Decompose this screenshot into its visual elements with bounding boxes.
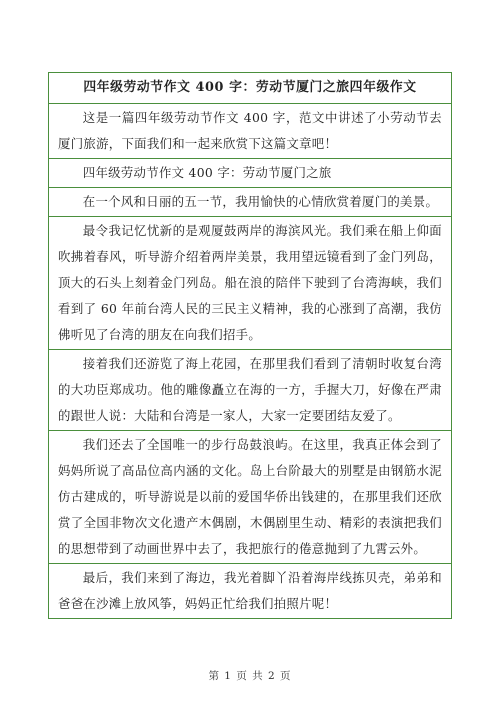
article-title: 四年级劳动节作文 400 字：劳动节厦门之旅四年级作文: [49, 73, 451, 104]
intro-paragraph: 这是一篇四年级劳动节作文 400 字，范文中讲述了小劳动节去厦门旅游，下面我们和一起来欣赏下这篇文章吧！: [49, 104, 451, 159]
subtitle-paragraph: 四年级劳动节作文 400 字：劳动节厦门之旅: [49, 159, 451, 188]
page-number: 第 1 页 共 2 页: [208, 670, 292, 682]
body-paragraph-1: 在一个风和日丽的五一节，我用愉快的心情欣赏着厦门的美景。: [49, 188, 451, 217]
body-paragraph-4: 我们还去了全国唯一的步行岛鼓浪屿。在这里，我真正体会到了妈妈所说了高品位高内涵的文化。岛上台阶最大的别墅是由钢筋水泥仿古建成的，听导游说是以前的爱国华侨出钱建的，在那里我们还欣赏了全国非物次文化遗产木偶剧，木偶剧里生动、精彩的表演把我们的思想带到了动画世界中去了，我把旅行的倦意抛到了九霄云外。: [49, 431, 451, 564]
body-paragraph-2: 最令我记忆忧新的是观厦鼓两岸的海滨风光。我们乘在船上仰面吹拂着春风，听导游介绍着两岸美景，我用望远镜看到了金门列岛，顶大的石头上刻着金门列岛。船在浪的陪伴下驶到了台湾海峡，我们看到了 60 年前台湾人民的三民主义精神，我的心涨到了高潮，我仿佛听见了台湾的朋友在向我们招手。: [49, 217, 451, 350]
body-paragraph-3: 接着我们还游览了海上花园，在那里我们看到了清朝时收复台湾的大功臣郑成功。他的雕像矗立在海的一方，手握大刀，好像在严肃的跟世人说：大陆和台湾是一家人，大家一定要团结友爱了。: [49, 350, 451, 431]
article-table: [48, 72, 452, 619]
body-paragraph-5: 最后，我们来到了海边，我光着脚丫沿着海岸线拣贝壳，弟弟和爸爸在沙滩上放风筝，妈妈正忙给我们拍照片呢！: [49, 564, 451, 619]
